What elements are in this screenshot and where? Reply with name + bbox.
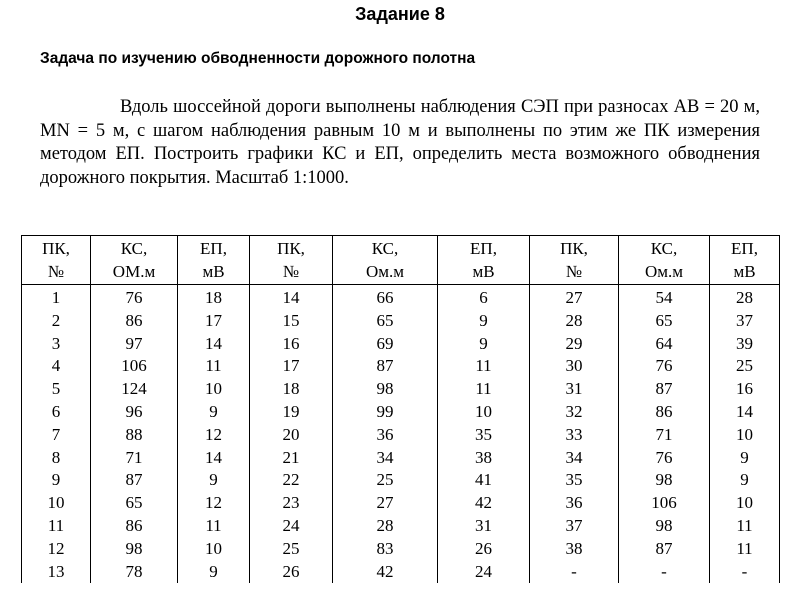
- table-cell: 88: [91, 424, 178, 447]
- table-cell: 76: [619, 447, 710, 470]
- table-cell: 27: [530, 285, 619, 310]
- column-header-line: ЕП,: [470, 239, 497, 258]
- table-cell: 29: [530, 333, 619, 356]
- table-cell: 97: [91, 333, 178, 356]
- table-cell: 16: [710, 378, 780, 401]
- table-cell: 11: [438, 355, 530, 378]
- table-cell: 9: [710, 469, 780, 492]
- column-header-line: Ом.м: [644, 262, 684, 281]
- column-header-line: ОМ.м: [112, 262, 156, 281]
- column-header-line: Ом.м: [365, 262, 405, 281]
- table-cell: 69: [333, 333, 438, 356]
- table-cell: 21: [250, 447, 333, 470]
- problem-description: [40, 96, 760, 190]
- table-cell: 87: [619, 538, 710, 561]
- table-cell: 34: [530, 447, 619, 470]
- table-cell: 65: [91, 492, 178, 515]
- table-cell: 86: [91, 515, 178, 538]
- table-cell: 76: [619, 355, 710, 378]
- column-header-line: ЕП,: [731, 239, 758, 258]
- column-header-line: ЕП,: [200, 239, 227, 258]
- table-cell: 16: [250, 333, 333, 356]
- table-cell: 9: [178, 401, 250, 424]
- table-cell: 15: [250, 310, 333, 333]
- table-cell: 26: [438, 538, 530, 561]
- column-header-line: №: [282, 262, 300, 281]
- table-cell: 11: [22, 515, 91, 538]
- table-cell: 96: [91, 401, 178, 424]
- table-cell: 11: [710, 515, 780, 538]
- table-cell: 24: [250, 515, 333, 538]
- table-row: [22, 310, 780, 333]
- column-header-line: ПК,: [560, 239, 588, 258]
- table-row: [22, 538, 780, 561]
- table-cell: 124: [91, 378, 178, 401]
- table-cell: 54: [619, 285, 710, 310]
- table-cell: 33: [530, 424, 619, 447]
- column-header: [91, 236, 178, 285]
- table-cell: 37: [710, 310, 780, 333]
- measurements-table: [21, 235, 780, 583]
- table-cell: 10: [178, 378, 250, 401]
- table-cell: 98: [619, 469, 710, 492]
- table-cell: 87: [333, 355, 438, 378]
- table-row: [22, 447, 780, 470]
- table-cell: 106: [91, 355, 178, 378]
- table-cell: 71: [91, 447, 178, 470]
- table-cell: 32: [530, 401, 619, 424]
- table-cell: 42: [438, 492, 530, 515]
- table-cell: 99: [333, 401, 438, 424]
- table-cell: 38: [530, 538, 619, 561]
- table-cell: 28: [530, 310, 619, 333]
- table-cell: 86: [619, 401, 710, 424]
- table-cell: 18: [250, 378, 333, 401]
- table-cell: 11: [438, 378, 530, 401]
- table-cell: 11: [178, 515, 250, 538]
- column-header-line: мВ: [472, 262, 495, 281]
- table-row: [22, 355, 780, 378]
- table-cell: 12: [22, 538, 91, 561]
- table-cell: 6: [22, 401, 91, 424]
- table-row: [22, 492, 780, 515]
- table-cell: -: [619, 561, 710, 584]
- column-header-line: КС,: [371, 239, 399, 258]
- table-cell: 5: [22, 378, 91, 401]
- table-cell: 2: [22, 310, 91, 333]
- table-cell: 4: [22, 355, 91, 378]
- table-cell: 10: [178, 538, 250, 561]
- table-cell: 106: [619, 492, 710, 515]
- column-header: [438, 236, 530, 285]
- table-cell: 31: [438, 515, 530, 538]
- table-cell: 26: [250, 561, 333, 584]
- column-header-line: №: [47, 262, 65, 281]
- column-header-line: КС,: [120, 239, 148, 258]
- table-cell: 9: [438, 310, 530, 333]
- table-cell: 36: [530, 492, 619, 515]
- table-cell: 25: [250, 538, 333, 561]
- table-cell: 11: [710, 538, 780, 561]
- table-cell: 9: [438, 333, 530, 356]
- table-row: [22, 424, 780, 447]
- table-cell: 31: [530, 378, 619, 401]
- table-cell: 10: [710, 492, 780, 515]
- table-cell: 39: [710, 333, 780, 356]
- table-cell: 34: [333, 447, 438, 470]
- table-header: [22, 236, 780, 285]
- column-header: [250, 236, 333, 285]
- table-cell: 8: [22, 447, 91, 470]
- table-cell: 17: [250, 355, 333, 378]
- column-header: [333, 236, 438, 285]
- table-cell: 98: [619, 515, 710, 538]
- table-row: [22, 285, 780, 310]
- table-cell: 25: [333, 469, 438, 492]
- table-cell: 11: [178, 355, 250, 378]
- column-header: [530, 236, 619, 285]
- description-text: Вдоль шоссейной дороги выполнены наблюдения СЭП при разносах AB = 20 м, MN = 5 м, с шагом наблюдения равным 10 м и выполнены по этим же ПК измерения методом ЕП. Построить графики КС и ЕП, определить места возможного обводнения дорожного покрытия. Масштаб 1:1000.: [40, 97, 760, 188]
- table-row: [22, 561, 780, 584]
- table-row: [22, 469, 780, 492]
- table-cell: 37: [530, 515, 619, 538]
- column-header-line: №: [565, 262, 583, 281]
- table-cell: 19: [250, 401, 333, 424]
- table-row: [22, 333, 780, 356]
- problem-title: Задача по изучению обводненности дорожного полотна: [40, 50, 476, 67]
- table-cell: 3: [22, 333, 91, 356]
- table-cell: 13: [22, 561, 91, 584]
- column-header-line: мВ: [202, 262, 225, 281]
- table-cell: 14: [178, 447, 250, 470]
- table-cell: 98: [91, 538, 178, 561]
- table-cell: 6: [438, 285, 530, 310]
- table-cell: 24: [438, 561, 530, 584]
- table-cell: 35: [438, 424, 530, 447]
- table-cell: 87: [91, 469, 178, 492]
- table-row: [22, 401, 780, 424]
- column-header-line: мВ: [733, 262, 756, 281]
- column-header: [22, 236, 91, 285]
- table-cell: 22: [250, 469, 333, 492]
- table-cell: 30: [530, 355, 619, 378]
- table-cell: 20: [250, 424, 333, 447]
- column-header-line: ПК,: [277, 239, 305, 258]
- column-header: [619, 236, 710, 285]
- table-cell: 9: [178, 469, 250, 492]
- table-cell: 18: [178, 285, 250, 310]
- table-cell: 28: [710, 285, 780, 310]
- table-cell: 7: [22, 424, 91, 447]
- table-cell: 17: [178, 310, 250, 333]
- column-header: [178, 236, 250, 285]
- table-cell: 42: [333, 561, 438, 584]
- table-row: [22, 515, 780, 538]
- table-cell: 64: [619, 333, 710, 356]
- task-title: Задание 8: [355, 4, 445, 24]
- table-cell: 9: [710, 447, 780, 470]
- table-cell: 65: [333, 310, 438, 333]
- table-cell: 86: [91, 310, 178, 333]
- table-cell: 83: [333, 538, 438, 561]
- table-row: [22, 378, 780, 401]
- table-cell: 76: [91, 285, 178, 310]
- table-cell: 9: [178, 561, 250, 584]
- table-cell: 14: [250, 285, 333, 310]
- table-cell: 1: [22, 285, 91, 310]
- table-cell: 41: [438, 469, 530, 492]
- table-cell: 98: [333, 378, 438, 401]
- table-cell: 78: [91, 561, 178, 584]
- table-cell: 10: [710, 424, 780, 447]
- table-cell: 27: [333, 492, 438, 515]
- table-cell: 38: [438, 447, 530, 470]
- table-cell: 87: [619, 378, 710, 401]
- table-cell: 10: [22, 492, 91, 515]
- column-header-line: ПК,: [42, 239, 70, 258]
- table-cell: 25: [710, 355, 780, 378]
- table-body: [22, 285, 780, 584]
- table-cell: 28: [333, 515, 438, 538]
- table-cell: -: [710, 561, 780, 584]
- table-cell: 23: [250, 492, 333, 515]
- table-cell: 35: [530, 469, 619, 492]
- table-cell: 65: [619, 310, 710, 333]
- table-cell: -: [530, 561, 619, 584]
- column-header-line: КС,: [650, 239, 678, 258]
- table-cell: 36: [333, 424, 438, 447]
- table-cell: 14: [178, 333, 250, 356]
- table-cell: 9: [22, 469, 91, 492]
- column-header: [710, 236, 780, 285]
- table-cell: 12: [178, 492, 250, 515]
- table-cell: 71: [619, 424, 710, 447]
- table-cell: 10: [438, 401, 530, 424]
- table-cell: 66: [333, 285, 438, 310]
- table-cell: 14: [710, 401, 780, 424]
- table-cell: 12: [178, 424, 250, 447]
